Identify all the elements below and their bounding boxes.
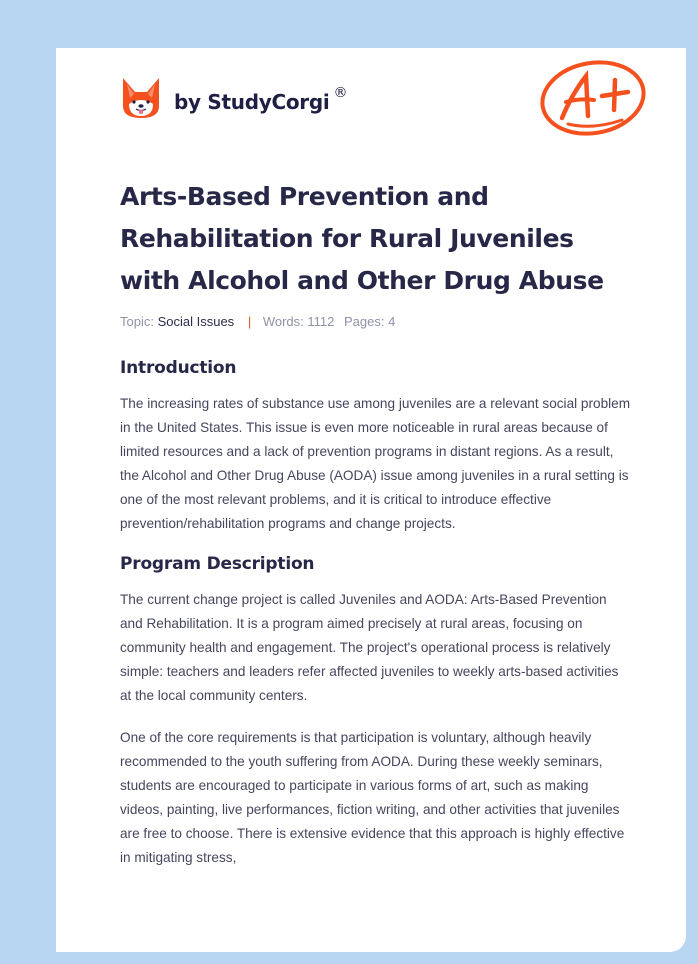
brand-name: by StudyCorgi ® <box>174 85 348 114</box>
word-count: Words: 1112 <box>262 314 335 329</box>
article-meta <box>120 312 630 332</box>
brand-logo[interactable] <box>121 76 347 120</box>
a-plus-grade-icon <box>538 58 648 140</box>
meta-separator: | <box>247 314 252 329</box>
topic-label: Topic: <box>120 314 154 329</box>
page-title: Arts-Based Prevention and Rehabilitation for Rural Juveniles with Alcohol and Other Drug Abuse <box>120 182 604 295</box>
header <box>56 48 686 158</box>
corgi-icon <box>121 76 161 120</box>
document-card <box>56 48 686 952</box>
topic-link[interactable]: Social Issues <box>157 314 235 329</box>
article <box>120 176 630 870</box>
paragraph: The increasing rates of substance use among juveniles are a relevant social problem in the United States. This issue is even more noticeable in rural areas because of limited resources and a lack of prevention programs in distant regions. As a result, the Alcohol and Other Drug Abuse (AODA) issue among juveniles in a rural setting is one of the most relevant problems, and it is critical to introduce effective prevention/rehabilitation programs and change projects. <box>120 396 631 531</box>
paragraph: One of the core requirements is that participation is voluntary, although heavily recommended to the youth suffering from AODA. During these weekly seminars, students are encouraged to participate in various forms of art, such as making videos, painting, live performances, fiction writing, and other activities that juveniles are free to choose. There is extensive evidence that this approach is highly effective in mitigating stress, <box>120 730 625 865</box>
section-heading-introduction: Introduction <box>120 358 237 378</box>
section-heading-program-description: Program Description <box>120 554 315 574</box>
paragraph: The current change project is called Juveniles and AODA: Arts-Based Prevention and Rehabilitation. It is a program aimed precisely at rural areas, focusing on community health and engagement. The project's operational process is relatively simple: teachers and leaders refer affected juveniles to weekly arts-based activities at the local community centers. <box>120 592 619 703</box>
page-count: Pages: 4 <box>344 314 396 329</box>
registered-mark: ® <box>333 85 348 101</box>
